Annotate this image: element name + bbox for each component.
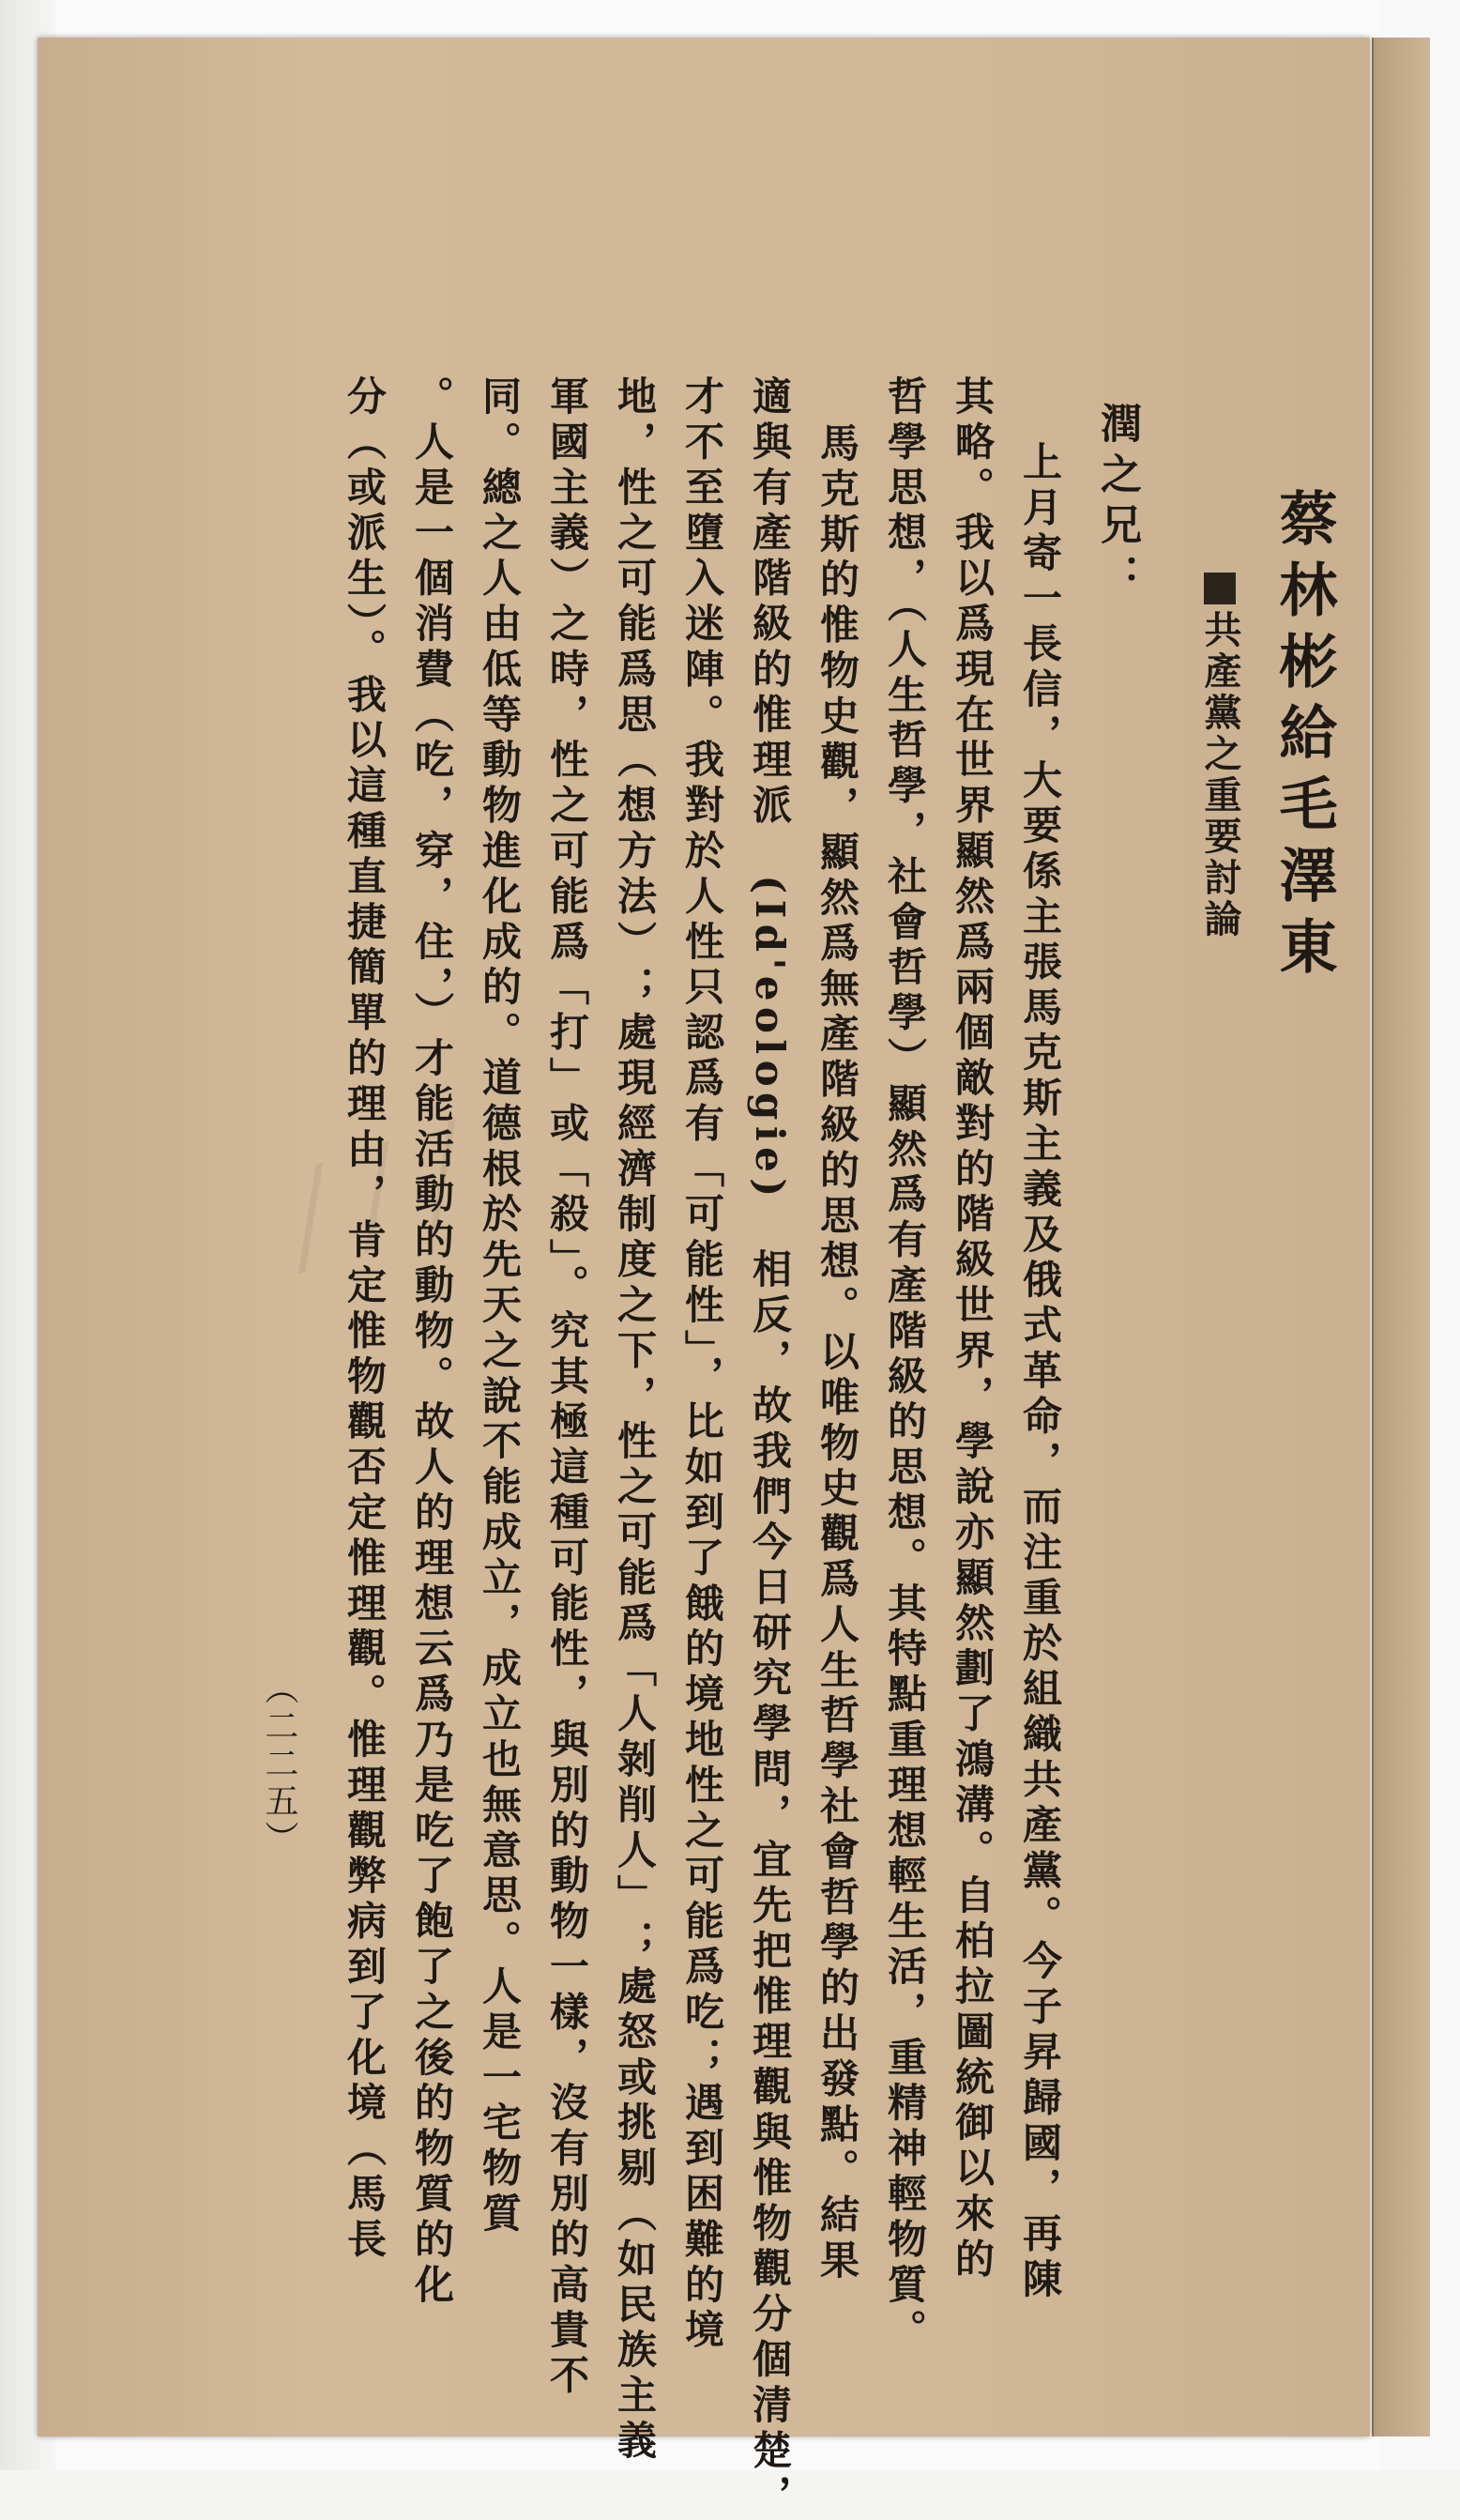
section-subtitle (1194, 573, 1247, 940)
body-line-2: 其略。我以爲現在世界顯然爲兩個敵對的階級世界，學說亦顯然劃了鴻溝。自柏拉圖統御以來的 (950, 375, 996, 2283)
body-line-8: 軍國主義）之時，性之可能爲「打」或「殺」。究其極這種可能性，與別的動物一樣，沒有別的高貴不 (544, 375, 590, 2400)
body-line-5: 適與有產階級的惟理派 (Id'eologie) 相反，故我們今日研究學問，宜先把惟理觀與惟物觀分個清楚， (747, 375, 793, 2520)
faint-watermark-icon: ╱╱╱ (271, 1115, 501, 1274)
body-line-10: 。人是一個消費（吃，穿，住，）才能活動的動物。故人的理想云爲乃是吃了飽了之後的物質的化 (409, 375, 455, 2310)
body-line-1: 上月寄一長信，大要係主張馬克斯主義及俄式革命，而注重於組織共產黨。今子昇歸國，再陳 (1017, 441, 1063, 2304)
heading-marker-icon (1204, 573, 1236, 604)
body-line-7: 地，性之可能爲思（想方法）；處現經濟制度之下，性之可能爲「人剝削人」；處怒或挑剔（如民族主義 (612, 375, 658, 2466)
body-line-4: 馬克斯的惟物史觀，顯然爲無產階級的思想。以唯物史觀爲人生哲學社會哲學的出發點。結果 (814, 422, 860, 2285)
section-subtitle-text: 共產黨之重要討論 (1198, 610, 1242, 940)
body-line-11: 分（或派生）。我以這種直捷簡單的理由，肯定惟物觀否定惟理觀。惟理觀弊病到了化境（馬長 (342, 375, 388, 2264)
body-line-6: 才不至墮入迷陣。我對於人性只認爲有「可能性」，比如到了餓的境地性之可能爲吃；遇到困難的境 (679, 375, 725, 2355)
body-line-9: 同。總之人由低等動物進化成的。道德根於先天之說不能成立，成立也無意思。人是一宅物質 (477, 375, 523, 2238)
adjacent-page-edge (1372, 38, 1430, 2436)
page-number: （二二五） (260, 1671, 298, 1858)
page-title: 蔡林彬給毛澤東 (1270, 488, 1338, 987)
body-line-3: 哲學思想，（人生哲學，社會哲學）顯然爲有產階級的思想。其特點重理想輕生活，重精神輕物質。 (882, 375, 928, 2355)
salutation: 潤之兄： (1093, 402, 1141, 604)
book-page (38, 38, 1370, 2520)
